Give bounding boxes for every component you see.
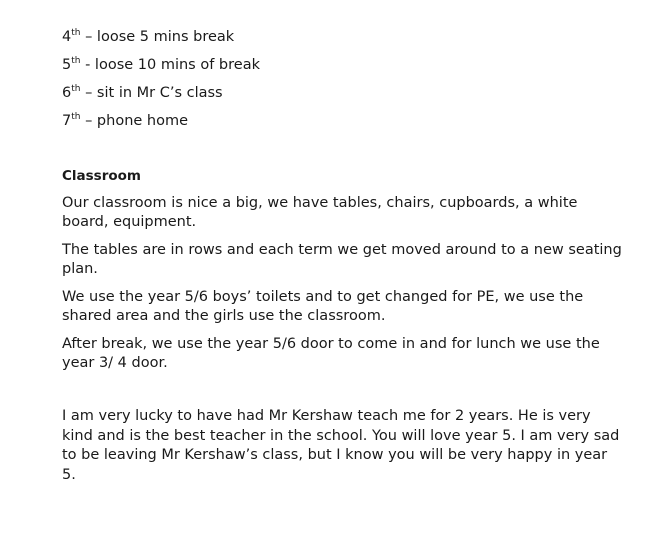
consequence-item bbox=[62, 84, 622, 102]
ordinal-suffix: th bbox=[71, 84, 81, 95]
ordinal-suffix: th bbox=[71, 112, 81, 123]
ordinal-suffix: th bbox=[71, 56, 81, 67]
consequence-number: 7 bbox=[62, 113, 72, 129]
classroom-paragraph: After break, we use the year 5/6 door to come in and for lunch we use the year 3/ 4 door. bbox=[62, 336, 600, 371]
document-page bbox=[62, 28, 622, 495]
classroom-paragraph: The tables are in rows and each term we get moved around to a new seating plan. bbox=[62, 242, 622, 277]
consequence-number: 5 bbox=[62, 57, 72, 73]
consequence-number: 6 bbox=[62, 85, 72, 101]
consequence-item bbox=[62, 56, 622, 74]
classroom-heading: Classroom bbox=[62, 168, 141, 184]
consequence-text: – phone home bbox=[80, 113, 189, 129]
closing-paragraph: I am very lucky to have had Mr Kershaw teach me for 2 years. He is very kind and is the best teacher in the school. You will love year 5. I am very sad to be leaving Mr Kershaw’s class, but I know you will be very happy in year 5. bbox=[62, 408, 620, 483]
consequence-text: – loose 5 mins break bbox=[80, 29, 235, 45]
consequence-item bbox=[62, 28, 622, 46]
classroom-paragraph: Our classroom is nice a big, we have tables, chairs, cupboards, a white board, equipment. bbox=[62, 195, 578, 230]
consequence-text: – sit in Mr C’s class bbox=[80, 85, 223, 101]
classroom-paragraph: We use the year 5/6 boys’ toilets and to get changed for PE, we use the shared area and the girls use the classroom. bbox=[62, 289, 584, 324]
ordinal-suffix: th bbox=[71, 28, 81, 39]
consequence-number: 4 bbox=[62, 29, 72, 45]
consequences-list bbox=[62, 28, 622, 130]
consequence-item bbox=[62, 112, 622, 130]
consequence-text: - loose 10 mins of break bbox=[80, 57, 260, 73]
